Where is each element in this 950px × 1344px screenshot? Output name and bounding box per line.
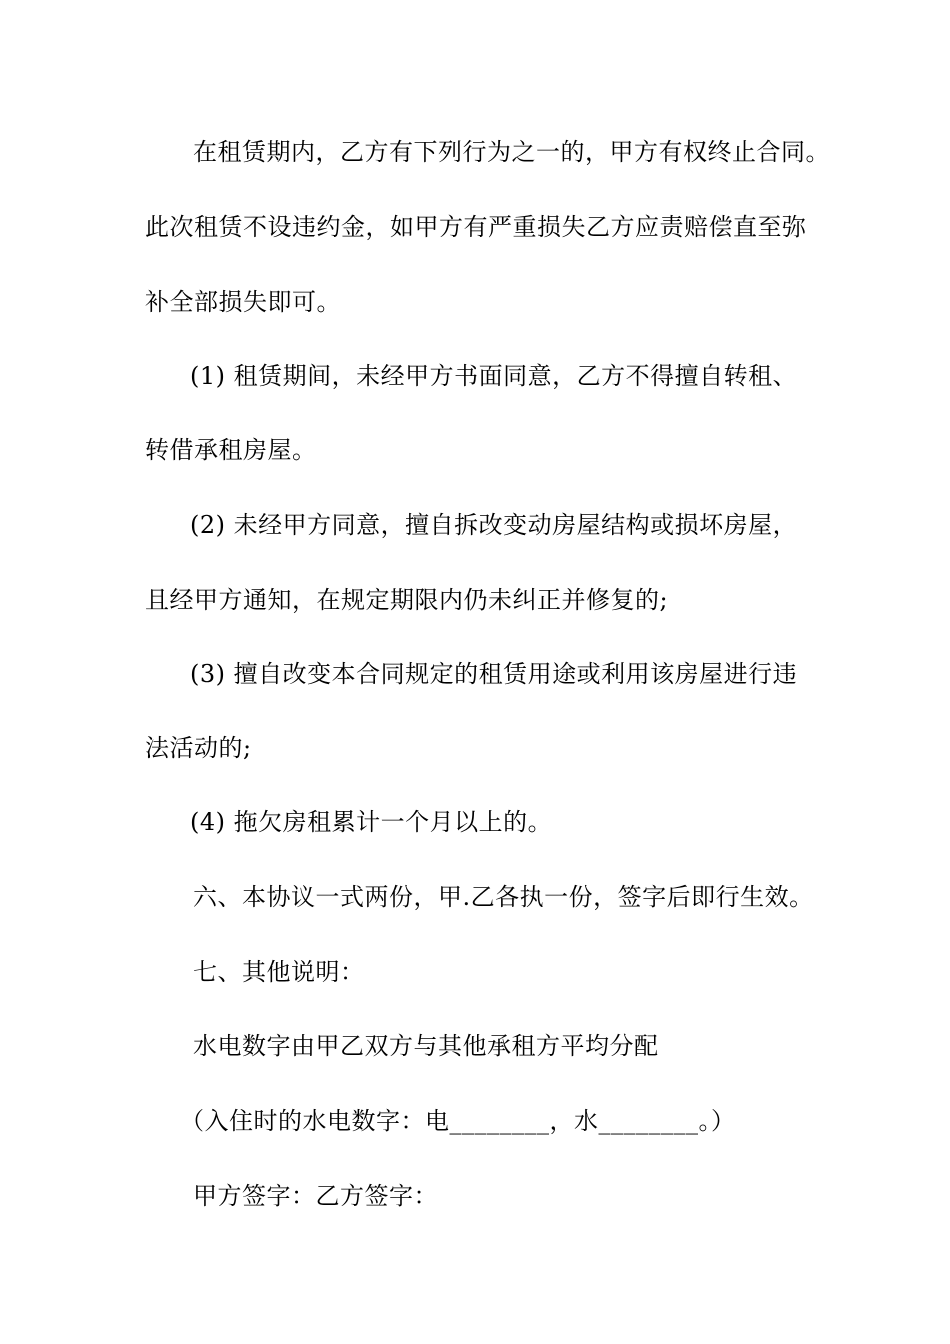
clause-2-line1: (2) 未经甲方同意，擅自拆改变动房屋结构或损坏房屋， xyxy=(190,511,798,539)
paragraph-no-penalty-line1: 此次租赁不设违约金，如甲方有严重损失乙方应责赔偿直至弥 xyxy=(145,213,807,241)
signature-line: 甲方签字：乙方签字： xyxy=(193,1182,438,1210)
clause-3-line1: (3) 擅自改变本合同规定的租赁用途或利用该房屋进行违 xyxy=(190,660,798,688)
paragraph-termination-intro: 在租赁期内，乙方有下列行为之一的，甲方有权终止合同。 xyxy=(193,138,830,166)
section-7-heading: 七、其他说明： xyxy=(193,958,365,986)
utilities-reading-blanks: （入住时的水电数字：电________，水________。） xyxy=(180,1107,736,1135)
utilities-allocation: 水电数字由甲乙双方与其他承租方平均分配 xyxy=(193,1032,659,1060)
section-6: 六、本协议一式两份，甲.乙各执一份，签字后即行生效。 xyxy=(193,883,814,911)
paragraph-no-penalty-line2: 补全部损失即可。 xyxy=(145,288,341,316)
clause-4: (4) 拖欠房租累计一个月以上的。 xyxy=(190,808,553,836)
clause-2-line2: 且经甲方通知，在规定期限内仍未纠正并修复的; xyxy=(145,586,669,614)
clause-3-line2: 法活动的; xyxy=(145,734,252,762)
clause-1-line1: (1) 租赁期间，未经甲方书面同意，乙方不得擅自转租、 xyxy=(190,362,798,390)
clause-1-line2: 转借承租房屋。 xyxy=(145,436,317,464)
